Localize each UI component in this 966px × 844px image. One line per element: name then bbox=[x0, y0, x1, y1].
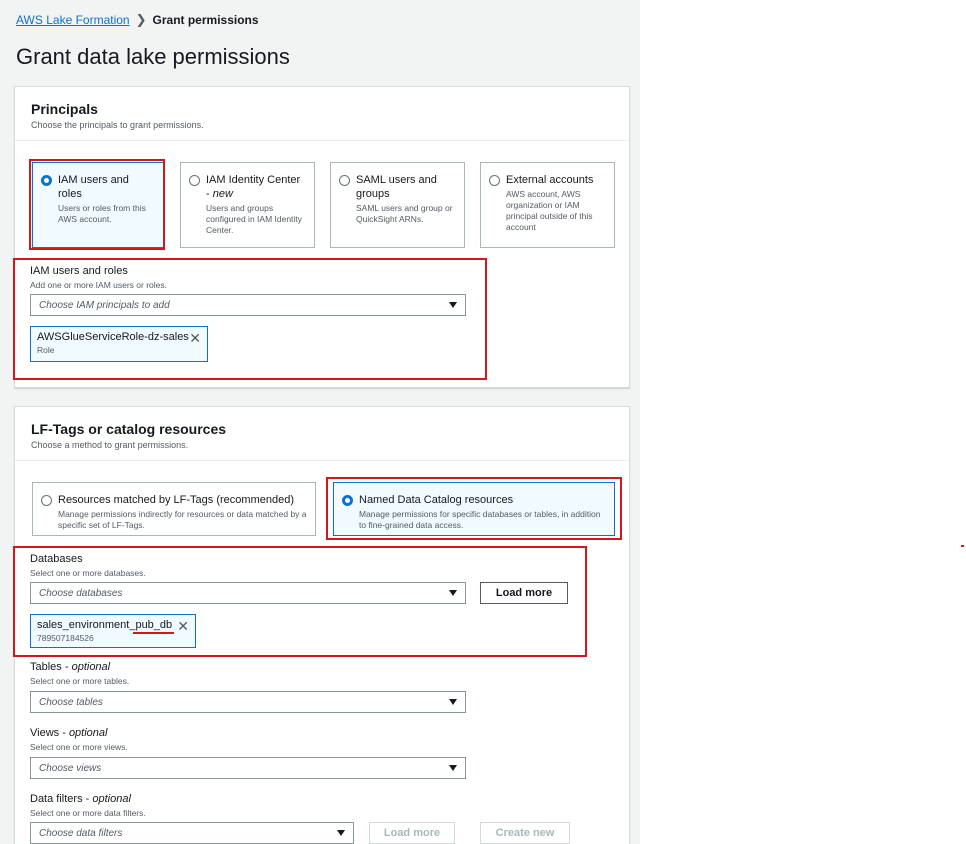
caret-down-icon bbox=[449, 590, 457, 596]
caret-down-icon bbox=[337, 830, 345, 836]
close-icon[interactable]: ✕ bbox=[177, 618, 189, 634]
resource-option-named-catalog[interactable] bbox=[333, 482, 615, 536]
select-placeholder: Choose views bbox=[39, 762, 102, 774]
views-desc: Select one or more views. bbox=[30, 742, 128, 752]
radio-selected-icon[interactable] bbox=[342, 495, 353, 506]
token-name: AWSGlueServiceRole-dz-sales bbox=[37, 331, 189, 343]
radio-icon[interactable] bbox=[339, 175, 350, 186]
breadcrumb-current: Grant permissions bbox=[152, 13, 259, 27]
token-type: Role bbox=[37, 345, 55, 355]
resources-title: LF-Tags or catalog resources bbox=[31, 421, 227, 437]
option-label: SAML users and groups bbox=[356, 174, 437, 200]
caret-down-icon bbox=[449, 302, 457, 308]
option-desc: Users or roles from this AWS account. bbox=[58, 203, 146, 224]
iam-principals-select[interactable] bbox=[30, 294, 466, 316]
breadcrumb-link-lake-formation[interactable]: AWS Lake Formation bbox=[16, 13, 130, 27]
option-desc: Manage permissions for specific databases or tables, in addition to fine-grained data access. bbox=[359, 509, 601, 530]
resources-header bbox=[15, 407, 629, 461]
views-select[interactable] bbox=[30, 757, 466, 779]
tables-select[interactable] bbox=[30, 691, 466, 713]
principal-option-saml[interactable] bbox=[330, 162, 465, 248]
tables-desc: Select one or more tables. bbox=[30, 676, 130, 686]
filters-select[interactable] bbox=[30, 822, 354, 844]
select-placeholder: Choose IAM principals to add bbox=[39, 299, 170, 311]
select-placeholder: Choose tables bbox=[39, 696, 103, 708]
option-label: Named Data Catalog resources bbox=[359, 494, 514, 506]
views-label: Views - optional bbox=[30, 727, 108, 739]
option-label: Resources matched by LF-Tags (recommended) bbox=[58, 494, 294, 506]
option-desc: Manage permissions indirectly for resources or data matched by a specific set of LF-Tags. bbox=[58, 509, 307, 530]
page-title: Grant data lake permissions bbox=[16, 44, 290, 69]
filters-label: Data filters - optional bbox=[30, 793, 131, 805]
radio-selected-icon[interactable] bbox=[41, 175, 52, 186]
option-desc: Users and groups configured in IAM Identity Center. bbox=[206, 203, 302, 235]
annotation-mark bbox=[961, 545, 964, 547]
databases-desc: Select one or more databases. bbox=[30, 568, 146, 578]
principal-option-iam-users-roles[interactable] bbox=[32, 162, 164, 248]
option-label: External accounts bbox=[506, 174, 594, 186]
option-label: IAM Identity Center - new bbox=[206, 174, 301, 200]
databases-load-more-button[interactable]: Load more bbox=[480, 582, 568, 604]
caret-down-icon bbox=[449, 765, 457, 771]
select-placeholder: Choose data filters bbox=[39, 827, 123, 839]
resources-subtitle: Choose a method to grant permissions. bbox=[31, 440, 189, 450]
iam-principal-token bbox=[30, 326, 208, 362]
resource-option-lf-tags[interactable] bbox=[32, 482, 316, 536]
filters-load-more-button[interactable]: Load more bbox=[369, 822, 455, 844]
create-new-filter-button[interactable]: Create new bbox=[480, 822, 570, 844]
token-account-id: 789507184526 bbox=[37, 633, 94, 643]
chevron-right-icon: ❯ bbox=[135, 12, 147, 27]
annotation-underline bbox=[133, 632, 174, 634]
databases-label: Databases bbox=[30, 553, 83, 565]
databases-select[interactable] bbox=[30, 582, 466, 604]
caret-down-icon bbox=[449, 699, 457, 705]
iam-field-desc: Add one or more IAM users or roles. bbox=[30, 280, 168, 290]
filters-desc: Select one or more data filters. bbox=[30, 808, 146, 818]
token-name: sales_environment_pub_db bbox=[37, 619, 173, 631]
breadcrumb bbox=[16, 12, 259, 28]
close-icon[interactable]: ✕ bbox=[189, 330, 201, 346]
tables-label: Tables - optional bbox=[30, 661, 111, 673]
option-desc: AWS account, AWS organization or IAM principal outside of this account bbox=[506, 189, 593, 232]
principal-option-identity-center[interactable] bbox=[180, 162, 315, 248]
select-placeholder: Choose databases bbox=[39, 587, 123, 599]
radio-icon[interactable] bbox=[41, 495, 52, 506]
iam-field-label: IAM users and roles bbox=[30, 265, 128, 277]
radio-icon[interactable] bbox=[189, 175, 200, 186]
principal-option-external-accounts[interactable] bbox=[480, 162, 615, 248]
principals-subtitle: Choose the principals to grant permissions. bbox=[31, 120, 204, 130]
principals-title: Principals bbox=[31, 101, 98, 117]
principals-header bbox=[15, 87, 629, 141]
radio-icon[interactable] bbox=[489, 175, 500, 186]
database-token bbox=[30, 614, 196, 648]
option-label: IAM users and roles bbox=[58, 174, 129, 200]
option-desc: SAML users and group or QuickSight ARNs. bbox=[356, 203, 453, 224]
